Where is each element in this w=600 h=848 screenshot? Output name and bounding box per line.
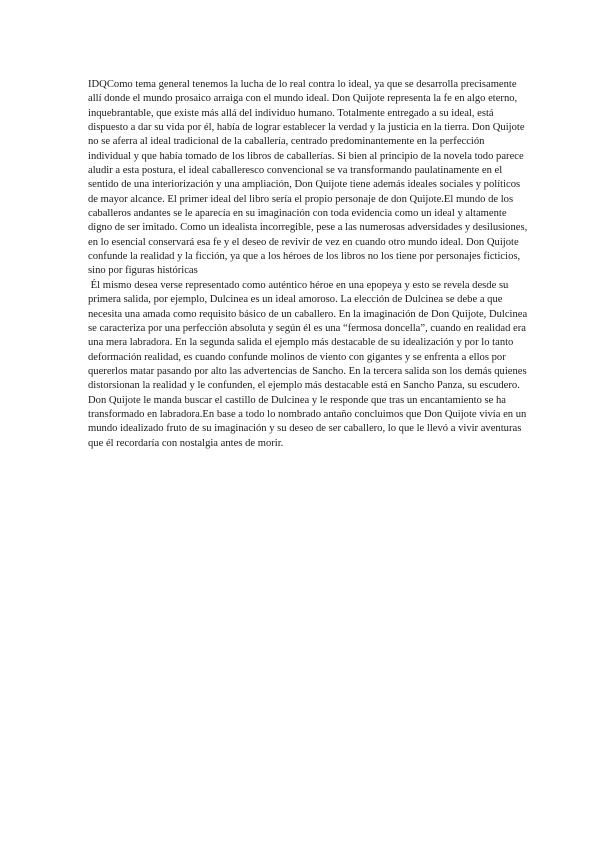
paragraph-1: IDQComo tema general tenemos la lucha de lo real contra lo ideal, ya que se desarrolla precisamente allí donde el mundo prosaico arraiga con el mundo ideal. Don Quijote representa la fe en algo eterno, inquebrantable, que existe más allá del individuo humano. Totalmente entregado a su ideal, está dispuesto a dar su vida por él, había de lograr establecer la verdad y la justicia en la tierra. Don Quijote no se aferra al ideal tradicional de la caballería, centrado predominantemente en la perfección individual y que había tomado de los libros de caballerías. Si bien al principio de la novela todo parece aludir a esta postura, el ideal caballeresco convencional se va transformando paulatinamente en el sentido de una interiorización y una ampliación, Don Quijote tiene además ideales sociales y políticos de mayor alcance. El primer ideal del libro sería el propio personaje de don Quijote.El mundo de los caballeros andantes se le aparecía en su imaginación con toda evidencia como un ideal y altamente digno de ser imitado. Como un idealista incorregible, pese a las numerosas adversidades y desilusiones, en lo esencial conservará esa fe y el deseo de revivir de vez en cuando otro mundo ideal. Don Quijote confunde la realidad y la ficción, ya que a los héroes de los libros no los tiene por personajes ficticios, sino por figuras históricas (88, 79, 530, 277)
document-body (88, 78, 528, 451)
paragraph-2: Él mismo desea verse representado como auténtico héroe en una epopeya y esto se revela desde su primera salida, por ejemplo, Dulcinea es un ideal amoroso. La elección de Dulcinea se debe a que necesita una amada como requisito básico de un caballero. En la imaginación de Don Quijote, Dulcinea se caracteriza por una perfección absoluta y según él es una “fermosa doncella”, cuando en realidad era una mera labradora. En la segunda salida el ejemplo más destacable de su idealización y por lo tanto deformación realidad, es cuando confunde molinos de viento con gigantes y se enfrenta a ellos por quererlos matar pasando por alto las advertencias de Sancho. En la tercera salida son los demás quienes distorsionan la realidad y le confunden, el ejemplo más destacable está en Sancho Panza, su escudero. Don Quijote le manda buscar el castillo de Dulcinea y le responde que tras un encantamiento se ha transformado en labradora.En base a todo lo nombrado antaño concluimos que Don Quijote vivía en un mundo idealizado fruto de su imaginación y su deseo de ser caballero, lo que le llevó a vivir aventuras que él recordaría con nostalgia antes de morir. (88, 279, 530, 449)
